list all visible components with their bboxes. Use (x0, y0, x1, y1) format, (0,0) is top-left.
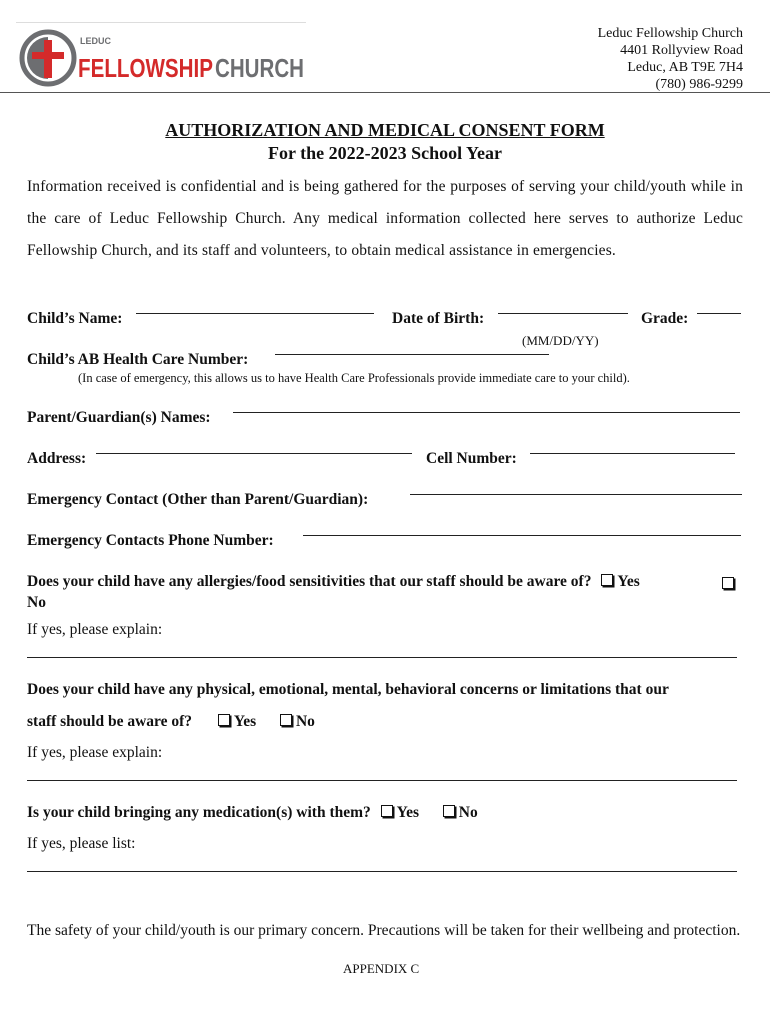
concerns-explain-label: If yes, please explain: (27, 744, 163, 761)
form-title: AUTHORIZATION AND MEDICAL CONSENT FORM (165, 120, 605, 140)
grade-field[interactable] (697, 312, 741, 314)
emergency-phone-field[interactable] (303, 534, 741, 536)
no-label: No (458, 804, 478, 821)
medication-yes-checkbox[interactable] (381, 805, 393, 817)
dob-label: Date of Birth: (392, 310, 485, 327)
medication-no-checkbox[interactable] (443, 805, 455, 817)
child-name-label: Child’s Name: (27, 310, 123, 327)
allergies-explain-field[interactable] (27, 656, 737, 658)
logo-fellowship-text: FELLOWSHIP (78, 53, 213, 83)
header-top-line (16, 22, 306, 23)
cell-field[interactable] (530, 452, 735, 454)
emergency-phone-label: Emergency Contacts Phone Number: (27, 532, 274, 549)
allergies-explain-label: If yes, please explain: (27, 621, 163, 638)
guardians-label: Parent/Guardian(s) Names: (27, 409, 211, 426)
no-label: No (27, 594, 46, 611)
address-line: Leduc Fellowship Church (597, 26, 743, 41)
health-number-label: Child’s AB Health Care Number: (27, 351, 249, 368)
address-line: 4401 Rollyview Road (620, 43, 743, 58)
emergency-contact-field[interactable] (410, 493, 742, 495)
guardians-field[interactable] (233, 411, 740, 413)
yes-label: Yes (396, 804, 420, 821)
concerns-yes-checkbox[interactable] (218, 714, 230, 726)
concerns-explain-field[interactable] (27, 779, 737, 781)
medication-list-label: If yes, please list: (27, 835, 136, 852)
allergies-question: Does your child have any allergies/food sensitivities that our staff should be aware of? Yes (27, 573, 640, 590)
concerns-no-checkbox[interactable] (280, 714, 292, 726)
header-rule (0, 92, 770, 93)
form-subtitle: For the 2022-2023 School Year (268, 143, 502, 163)
health-number-note: (In case of emergency, this allows us to have Health Care Professionals provide immediate care to your child). (78, 371, 630, 385)
health-number-field[interactable] (275, 353, 549, 355)
address-field[interactable] (96, 452, 412, 454)
logo-church-text: CHURCH (215, 53, 304, 83)
child-name-field[interactable] (136, 312, 374, 314)
logo-small-text: LEDUC (80, 36, 111, 46)
concerns-question-cont: staff should be aware of? Yes No (27, 713, 315, 730)
cell-label: Cell Number: (426, 450, 517, 467)
intro-paragraph: Information received is confidential and is being gathered for the purposes of serving your child/youth while in the care of Leduc Fellowship Church. Any medical information collected here serves to authorize Leduc Fellowship Church, and its staff and volunteers, to obtain medical assistance in emergencies. (27, 178, 743, 259)
address-line: (780) 986-9299 (655, 77, 743, 92)
dob-format-hint: (MM/DD/YY) (522, 333, 599, 348)
medication-question: Is your child bringing any medication(s) with them? Yes No (27, 804, 478, 821)
address-line: Leduc, AB T9E 7H4 (627, 60, 743, 75)
yes-label: Yes (617, 573, 640, 590)
medication-list-field[interactable] (27, 870, 737, 872)
dob-field[interactable] (498, 312, 628, 314)
grade-label: Grade: (641, 310, 689, 327)
church-logo (18, 28, 318, 88)
safety-statement: The safety of your child/youth is our primary concern. Precautions will be taken for their wellbeing and protection. (27, 922, 741, 939)
yes-label: Yes (233, 713, 257, 730)
concerns-question: Does your child have any physical, emotional, mental, behavioral concerns or limitations that our (27, 681, 669, 698)
emergency-contact-label: Emergency Contact (Other than Parent/Guardian): (27, 491, 369, 508)
appendix-label: APPENDIX C (343, 961, 420, 976)
church-address (598, 25, 743, 93)
no-label: No (295, 713, 315, 730)
address-label: Address: (27, 450, 87, 467)
allergies-yes-checkbox[interactable] (601, 574, 613, 586)
allergies-no-checkbox[interactable] (722, 577, 734, 589)
